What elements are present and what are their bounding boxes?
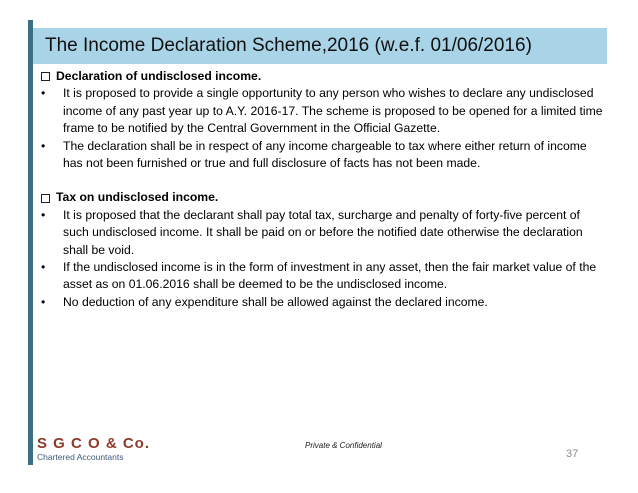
section-spacer xyxy=(40,172,605,189)
bullet-icon: • xyxy=(41,294,46,309)
list-item-text: It is proposed to provide a single opportunity to any person who wishes to declare any undisclosed income of any past year up to A.Y. 2016-17. The scheme is proposed to be opened for a limited time frame to be notified by the Central Government in the Official Gazette. xyxy=(63,86,603,136)
section-heading xyxy=(40,68,605,85)
list-item xyxy=(40,85,605,137)
bullet-icon: • xyxy=(41,260,46,275)
list-item xyxy=(40,259,605,294)
logo-name: S G C O & Co. xyxy=(37,435,151,452)
section-heading-text: Tax on undisclosed income. xyxy=(56,190,219,205)
logo-tagline: Chartered Accountants xyxy=(37,452,124,462)
section-heading-text: Declaration of undisclosed income. xyxy=(56,69,262,83)
checkbox-bullet-icon xyxy=(41,194,50,203)
checkbox-bullet-icon xyxy=(41,72,50,81)
list-item-text: No deduction of any expenditure shall be allowed against the declared income. xyxy=(63,294,488,309)
list-item xyxy=(40,207,605,259)
confidential-label: Private & Confidential xyxy=(305,441,382,450)
list-item-text: If the undisclosed income is in the form of investment in any asset, then the fair market value of the asset as on 01.06.2016 shall be deemed to be the undisclosed income. xyxy=(63,260,597,292)
bullet-icon: • xyxy=(41,207,46,222)
section-heading xyxy=(40,189,605,206)
page-number: 37 xyxy=(566,448,579,460)
list-item-text: The declaration shall be in respect of any income chargeable to tax where either return of income has not been furnished or true and full disclosure of facts has not been made. xyxy=(63,138,587,171)
left-accent-bar xyxy=(28,20,33,465)
section-tax xyxy=(40,189,605,311)
list-item-text: It is proposed that the declarant shall pay total tax, surcharge and penalty of forty-five percent of such undisclosed income. It shall be paid on or before the notified date otherwise the declaration shall be void. xyxy=(63,207,583,257)
company-logo xyxy=(37,436,150,462)
list-item xyxy=(40,138,605,173)
slide-content xyxy=(40,68,605,311)
title-banner xyxy=(33,28,607,64)
bullet-icon: • xyxy=(41,138,46,153)
list-item xyxy=(40,294,605,311)
bullet-icon: • xyxy=(41,86,46,101)
section-declaration xyxy=(40,68,605,172)
slide-title: The Income Declaration Scheme,2016 (w.e.f. 01/06/2016) xyxy=(45,35,532,56)
